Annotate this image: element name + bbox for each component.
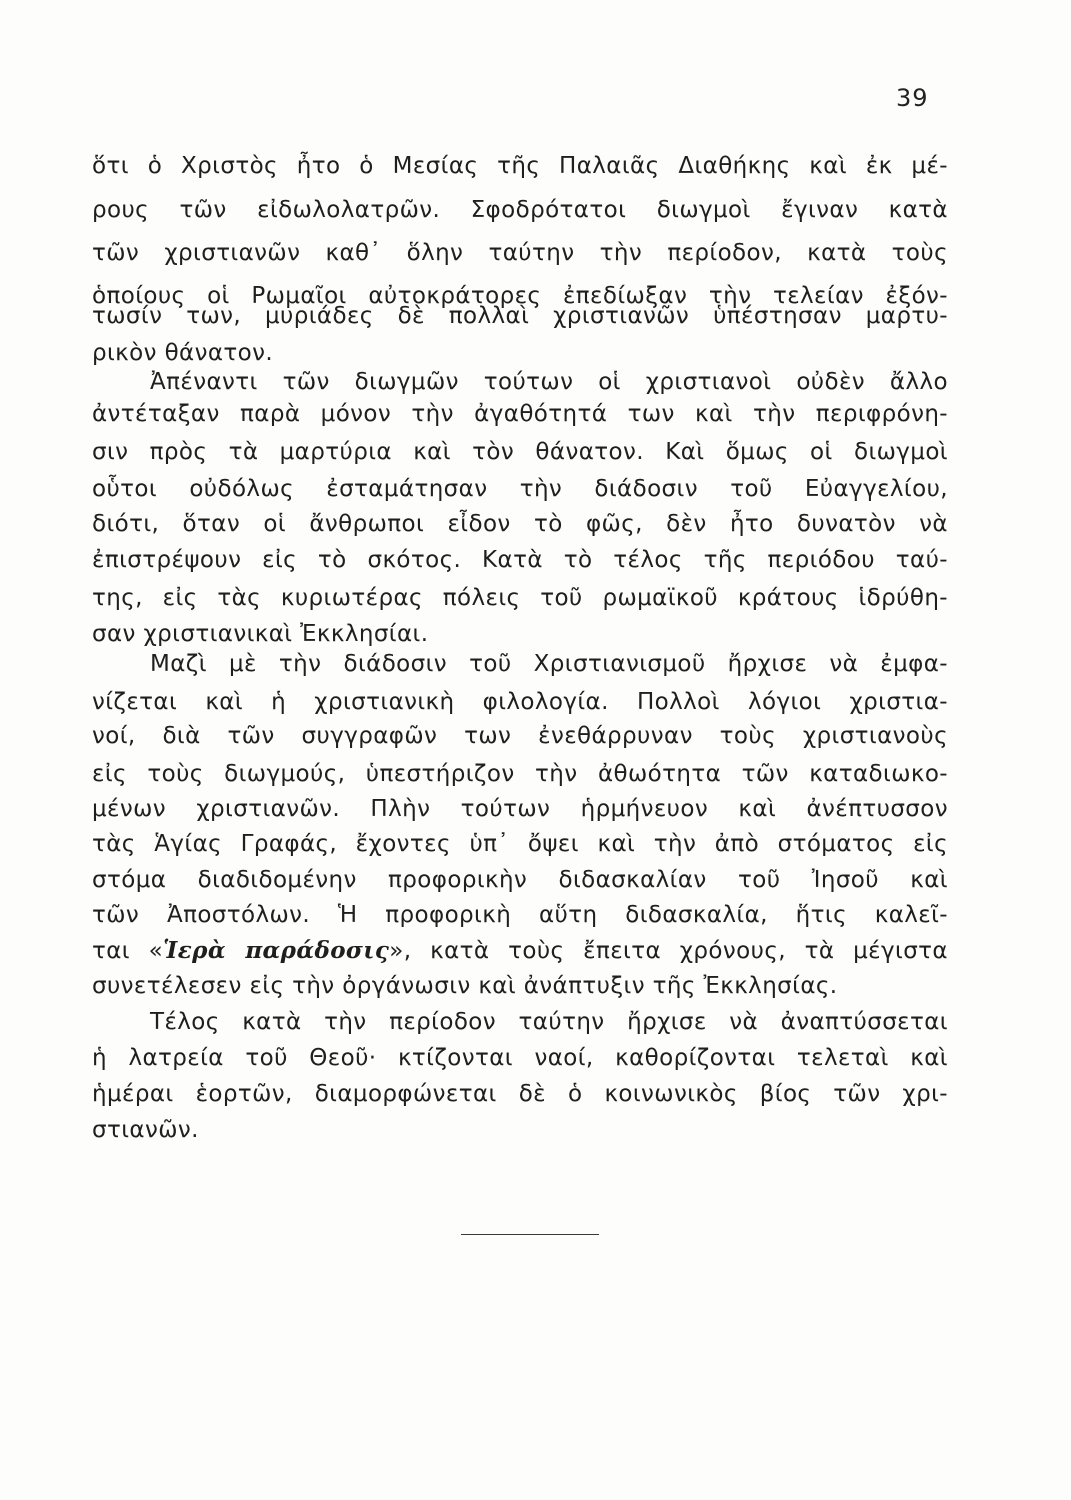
text-line: ὁποίους οἱ Ρωμαῖοι αὐτοκράτορες ἐπεδίωξαν τὴν τελείαν ἐξόν- [92,283,948,309]
emphasized-term: Ἱερὰ παράδοσις [163,937,390,964]
text-line: τῶν χριστιανῶν καθ᾽ ὅλην ταύτην τὴν περίοδον, κατὰ τοὺς [92,240,948,266]
text-line: μένων χριστιανῶν. Πλὴν τούτων ἡρμήνευον καὶ ἀνέπτυσσον [92,796,948,822]
text-line: στόμα διαδιδομένην προφορικὴν διδασκαλίαν τοῦ Ἰησοῦ καὶ [92,867,948,893]
text-line: διότι, ὅταν οἱ ἄνθρωποι εἶδον τὸ φῶς, δὲν ἦτο δυνατὸν νὰ [92,511,948,537]
text-line: οὗτοι οὐδόλως ἐσταμάτησαν τὴν διάδοσιν τοῦ Εὐαγγελίου, [92,476,948,502]
text-line: τωσίν των, μυριάδες δὲ πολλαὶ χριστιανῶν ὑπέστησαν μαρτυ- [92,303,948,329]
text-line-with-emphasis [92,937,948,965]
text-line: εἰς τοὺς διωγμούς, ὑπεστήριζον τὴν ἀθωότητα τῶν καταδιωκο- [92,761,948,787]
text-fragment: ται « [92,938,164,964]
text-line: ἡ λατρεία τοῦ Θεοῦ· κτίζονται ναοί, καθορίζονται τελεταὶ καὶ [92,1045,948,1071]
text-line: σαν χριστιανικαὶ Ἐκκλησίαι. [92,621,429,647]
text-line: ἀντέταξαν παρὰ μόνον τὴν ἀγαθότητά των καὶ τὴν περιφρόνη- [92,401,948,427]
page-number: 39 [896,84,929,112]
text-line: σιν πρὸς τὰ μαρτύρια καὶ τὸν θάνατον. Καὶ ὅμως οἱ διωγμοὶ [92,439,948,465]
text-line: συνετέλεσεν εἰς τὴν ὀργάνωσιν καὶ ἀνάπτυξιν τῆς Ἐκκλησίας. [92,973,838,999]
text-line: ρικὸν θάνατον. [92,340,274,366]
text-line: στιανῶν. [92,1117,199,1143]
text-line: ρους τῶν εἰδωλολατρῶν. Σφοδρότατοι διωγμοὶ ἔγιναν κατὰ [92,197,948,223]
text-line: ὅτι ὁ Χριστὸς ἦτο ὁ Μεσίας τῆς Παλαιᾶς Διαθήκης καὶ ἐκ μέ- [92,153,948,179]
text-line: Τέλος κατὰ τὴν περίοδον ταύτην ἤρχισε νὰ ἀναπτύσσεται [150,1009,948,1035]
text-line: νίζεται καὶ ἡ χριστιανικὴ φιλολογία. Πολλοὶ λόγιοι χριστια- [92,689,948,715]
text-fragment: », κατὰ τοὺς ἔπειτα χρόνους, τὰ μέγιστα [389,938,948,964]
text-line: Ἀπέναντι τῶν διωγμῶν τούτων οἱ χριστιανοὶ οὐδὲν ἄλλο [150,369,948,395]
text-line: νοί, διὰ τῶν συγγραφῶν των ἐνεθάρρυναν τοὺς χριστιανοὺς [92,723,948,749]
text-line: Μαζὶ μὲ τὴν διάδοσιν τοῦ Χριστιανισμοῦ ἤρχισε νὰ ἐμφα- [150,651,948,677]
text-line: ἡμέραι ἑορτῶν, διαμορφώνεται δὲ ὁ κοινωνικὸς βίος τῶν χρι- [92,1081,948,1107]
text-line: τῶν Ἀποστόλων. Ἡ προφορικὴ αὕτη διδασκαλία, ἥτις καλεῖ- [92,902,948,928]
text-line: της, εἰς τὰς κυριωτέρας πόλεις τοῦ ρωμαϊκοῦ κράτους ἱδρύθη- [92,585,948,611]
text-line: ἐπιστρέψουν εἰς τὸ σκότος. Κατὰ τὸ τέλος τῆς περιόδου ταύ- [92,547,948,573]
text-line: τὰς Ἁγίας Γραφάς, ἔχοντες ὑπ᾽ ὄψει καὶ τὴν ἀπὸ στόματος εἰς [92,831,948,857]
section-end-rule [461,1234,599,1235]
